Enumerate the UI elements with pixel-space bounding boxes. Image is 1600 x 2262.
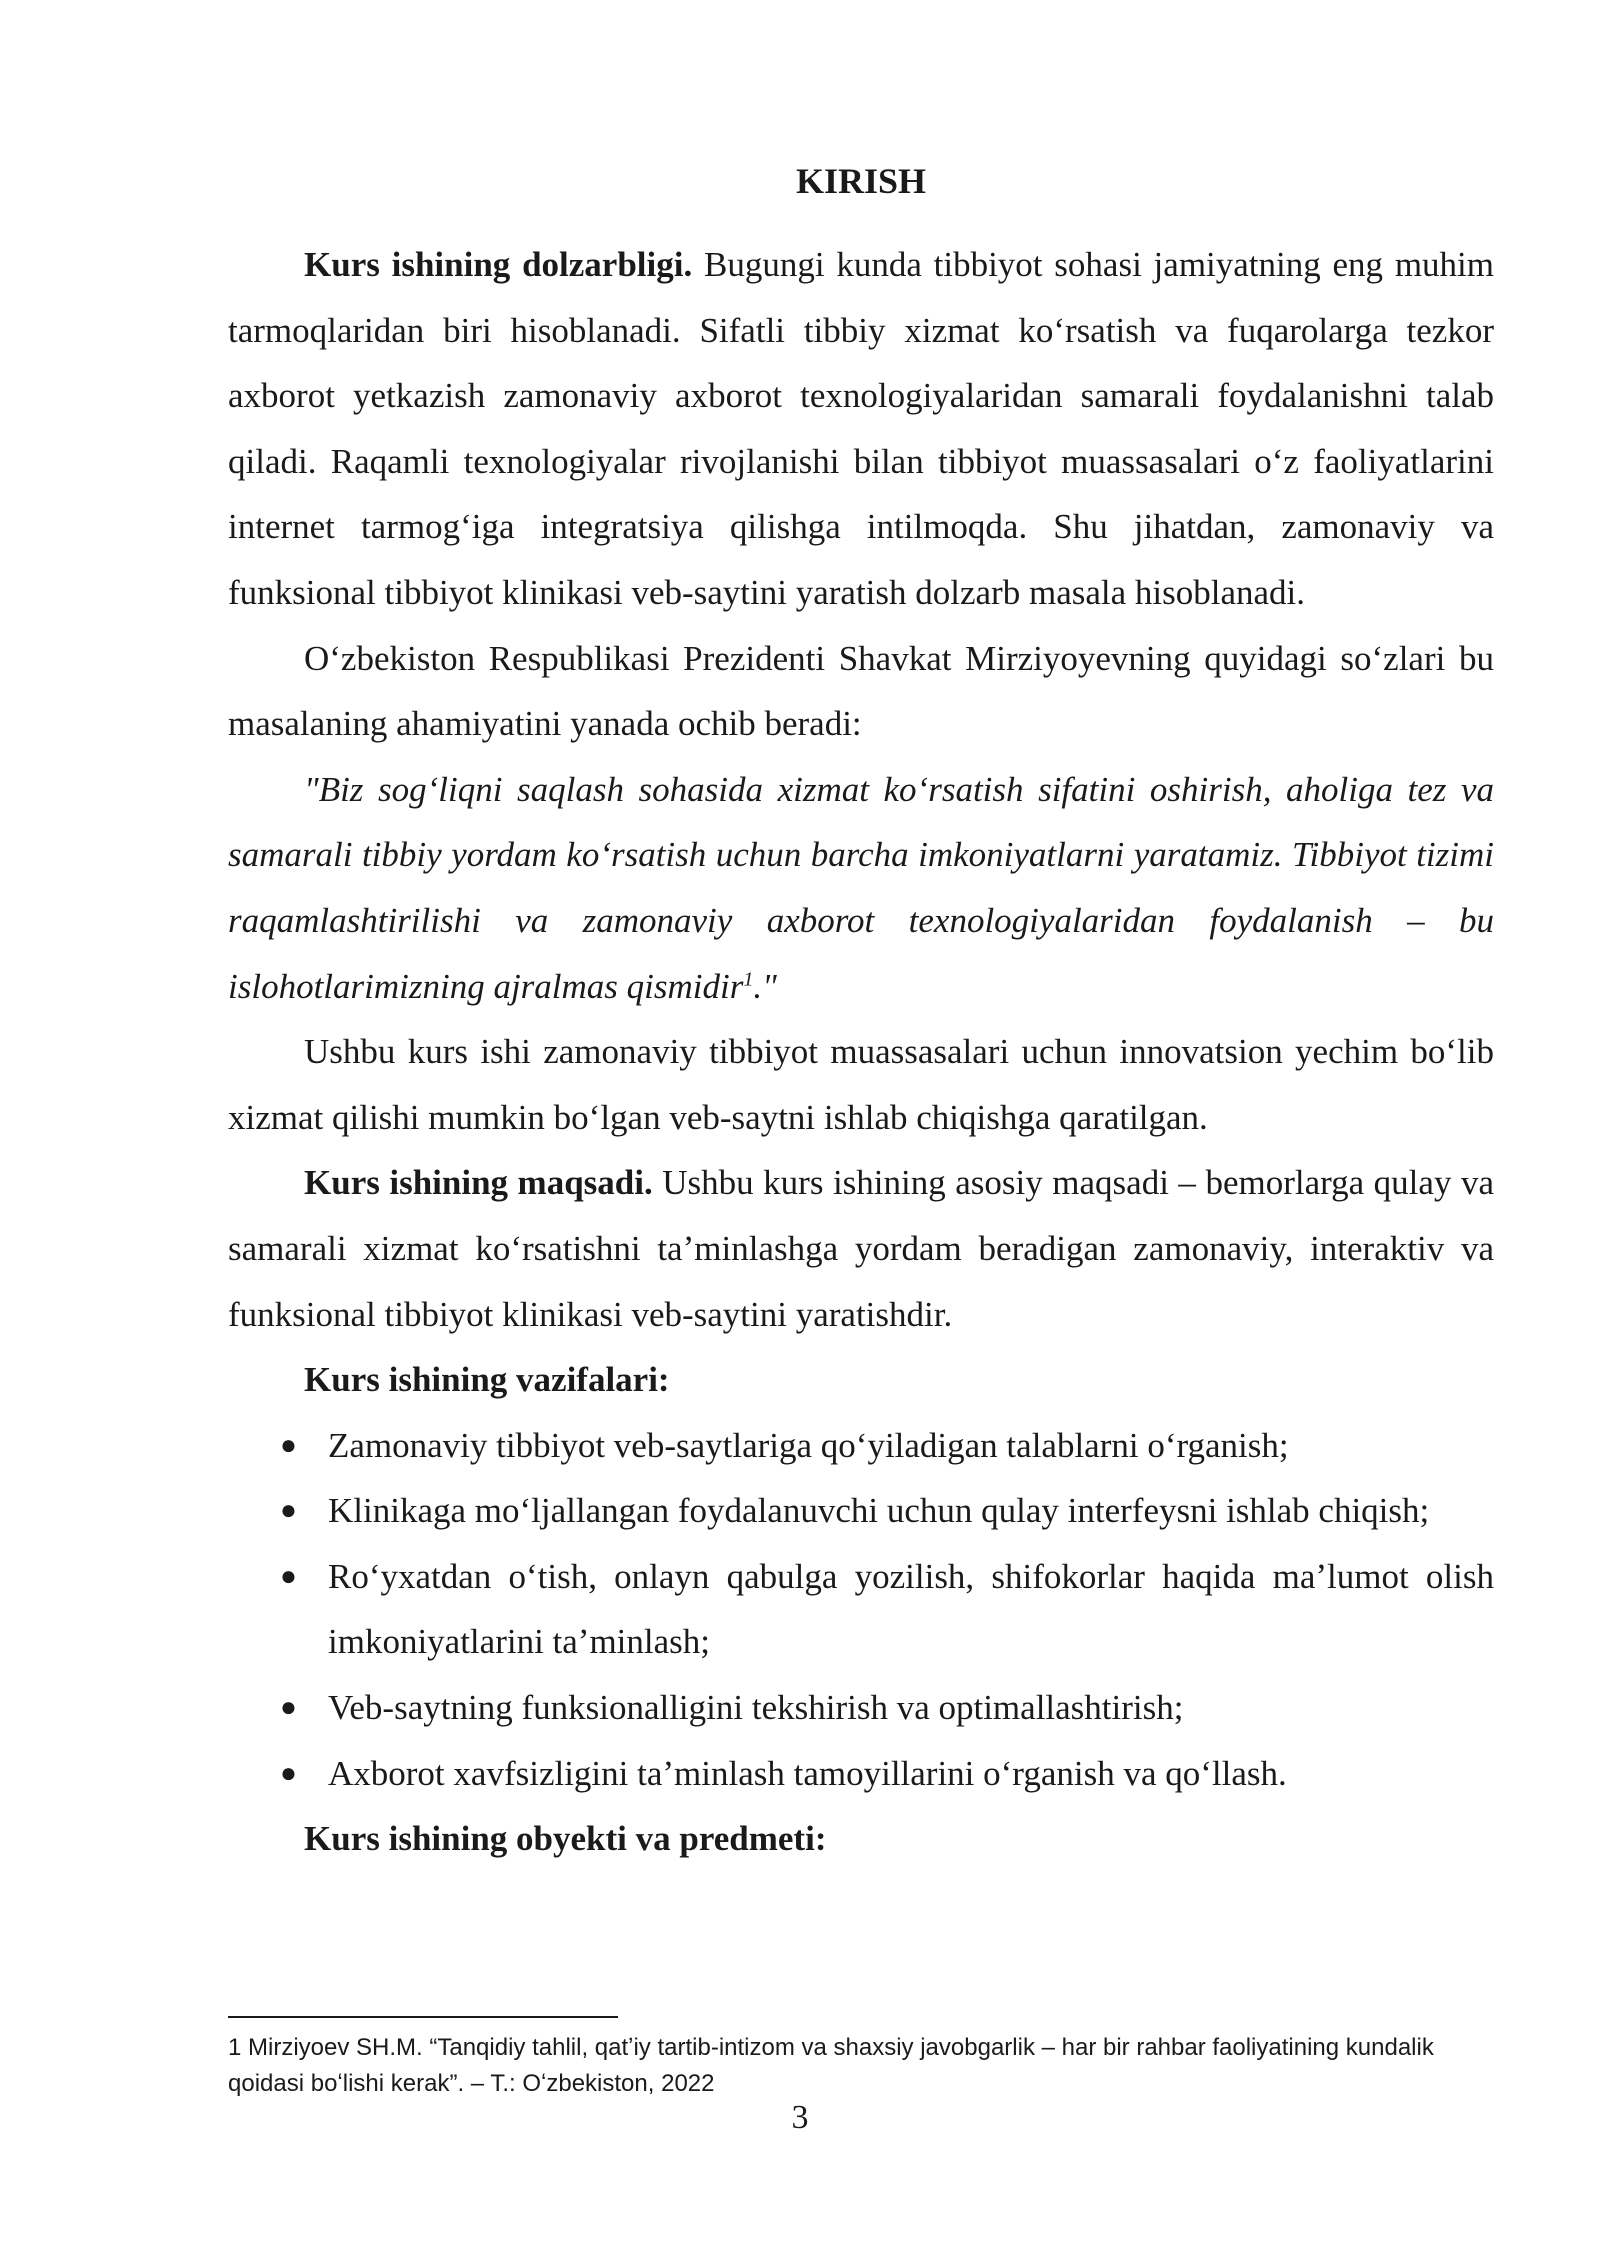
tasks-heading: Kurs ishining vazifalari: — [304, 1360, 670, 1400]
bullet-icon: ● — [280, 1495, 297, 1527]
document-page — [228, 150, 1494, 1872]
goal-paragraph — [228, 1150, 1494, 1347]
list-item-text: Zamonaviy tibbiyot veb-saytlariga qoʻyiladigan talablarni oʻrganish; — [328, 1425, 1289, 1465]
quote-text: "Biz sogʻliqni saqlash sohasida xizmat koʻrsatish sifatini oshirish, aholiga tez va samarali tibbiy yordam koʻrsatish uchun barcha imkoniyatlarni yaratamiz. Tibbiyot tizimi raqamlashtirilishi va zamonaviy axborot texnologiyalaridan foydalanish – bu islohotlarimizning ajralmas qismidir — [228, 769, 1494, 1006]
list-item-text: Veb-saytning funksionalligini tekshirish va optimallashtirish; — [328, 1688, 1184, 1728]
footnote-reference[interactable]: 1 — [743, 967, 754, 990]
bullet-icon: ● — [280, 1560, 297, 1592]
list-item-text: Klinikaga moʻljallangan foydalanuvchi uchun qulay interfeysni ishlab chiqish; — [328, 1491, 1430, 1531]
goal-text: Ushbu kurs ishining asosiy maqsadi – bemorlarga qulay va samarali xizmat koʻrsatishni taʼminlashga yordam beradigan zamonaviy, interaktiv va funksional tibbiyot klinikasi veb-saytini yaratishdir. — [228, 1163, 1494, 1334]
quote-ending: ." — [753, 966, 777, 1006]
list-item — [228, 1544, 1494, 1675]
object-subject-heading: Kurs ishining obyekti va predmeti: — [304, 1819, 827, 1859]
footnote-separator — [228, 2016, 618, 2018]
footnote-text: 1 Mirziyoev SH.M. “Tanqidiy tahlil, qatʼiy tartib-intizom va shaxsiy javobgarlik – har bir rahbar faoliyatining kundalik qoidasi boʻlishi kerak”. – T.: Oʻzbekiston, 2022 — [228, 2034, 1434, 2097]
relevance-paragraph — [228, 232, 1494, 626]
innovation-paragraph: Ushbu kurs ishi zamonaviy tibbiyot muassasalari uchun innovatsion yechim boʻlib xizmat qilishi mumkin boʻlgan veb-saytni ishlab chiqishga qaratilgan. — [228, 1032, 1494, 1137]
bullet-icon: ● — [280, 1692, 297, 1724]
bullet-icon: ● — [280, 1429, 297, 1461]
president-intro-paragraph: Oʻzbekiston Respublikasi Prezidenti Shavkat Mirziyoyevning quyidagi soʻzlari bu masalaning ahamiyatini yanada ochib beradi: — [228, 638, 1494, 744]
list-item — [228, 1413, 1494, 1479]
bullet-icon: ● — [280, 1757, 297, 1789]
relevance-text: Bugungi kunda tibbiyot sohasi jamiyatning eng muhim tarmoqlaridan biri hisoblanadi. Sifatli tibbiy xizmat koʻrsatish va fuqarolarga tezkor axborot yetkazish zamonaviy axborot texnologiyalaridan samarali foydalanishni talab qiladi. Raqamli texnologiyalar rivojlanishi bilan tibbiyot muassasalari oʻz faoliyatlarini internet tarmogʻiga integratsiya qilishga intilmoqda. Shu jihatdan, zamonaviy va funksional tibbiyot klinikasi veb-saytini yaratish dolzarb masala hisoblanadi. — [228, 245, 1494, 612]
list-item-text: Axborot xavfsizligini taʼminlash tamoyillarini oʻrganish va qoʻllash. — [328, 1753, 1287, 1793]
relevance-label: Kurs ishining dolzarbligi. — [304, 245, 693, 284]
list-item — [228, 1741, 1494, 1807]
list-item — [228, 1675, 1494, 1741]
list-item-text: Roʻyxatdan oʻtish, onlayn qabulga yozilish, shifokorlar haqida maʼlumot olish imkoniyatlarini taʼminlash; — [328, 1556, 1494, 1662]
page-number: 3 — [791, 2099, 809, 2136]
president-quote — [228, 757, 1494, 1019]
page-title: KIRISH — [795, 161, 927, 201]
list-item — [228, 1478, 1494, 1544]
goal-label: Kurs ishining maqsadi. — [304, 1163, 653, 1203]
tasks-list — [228, 1413, 1494, 1807]
